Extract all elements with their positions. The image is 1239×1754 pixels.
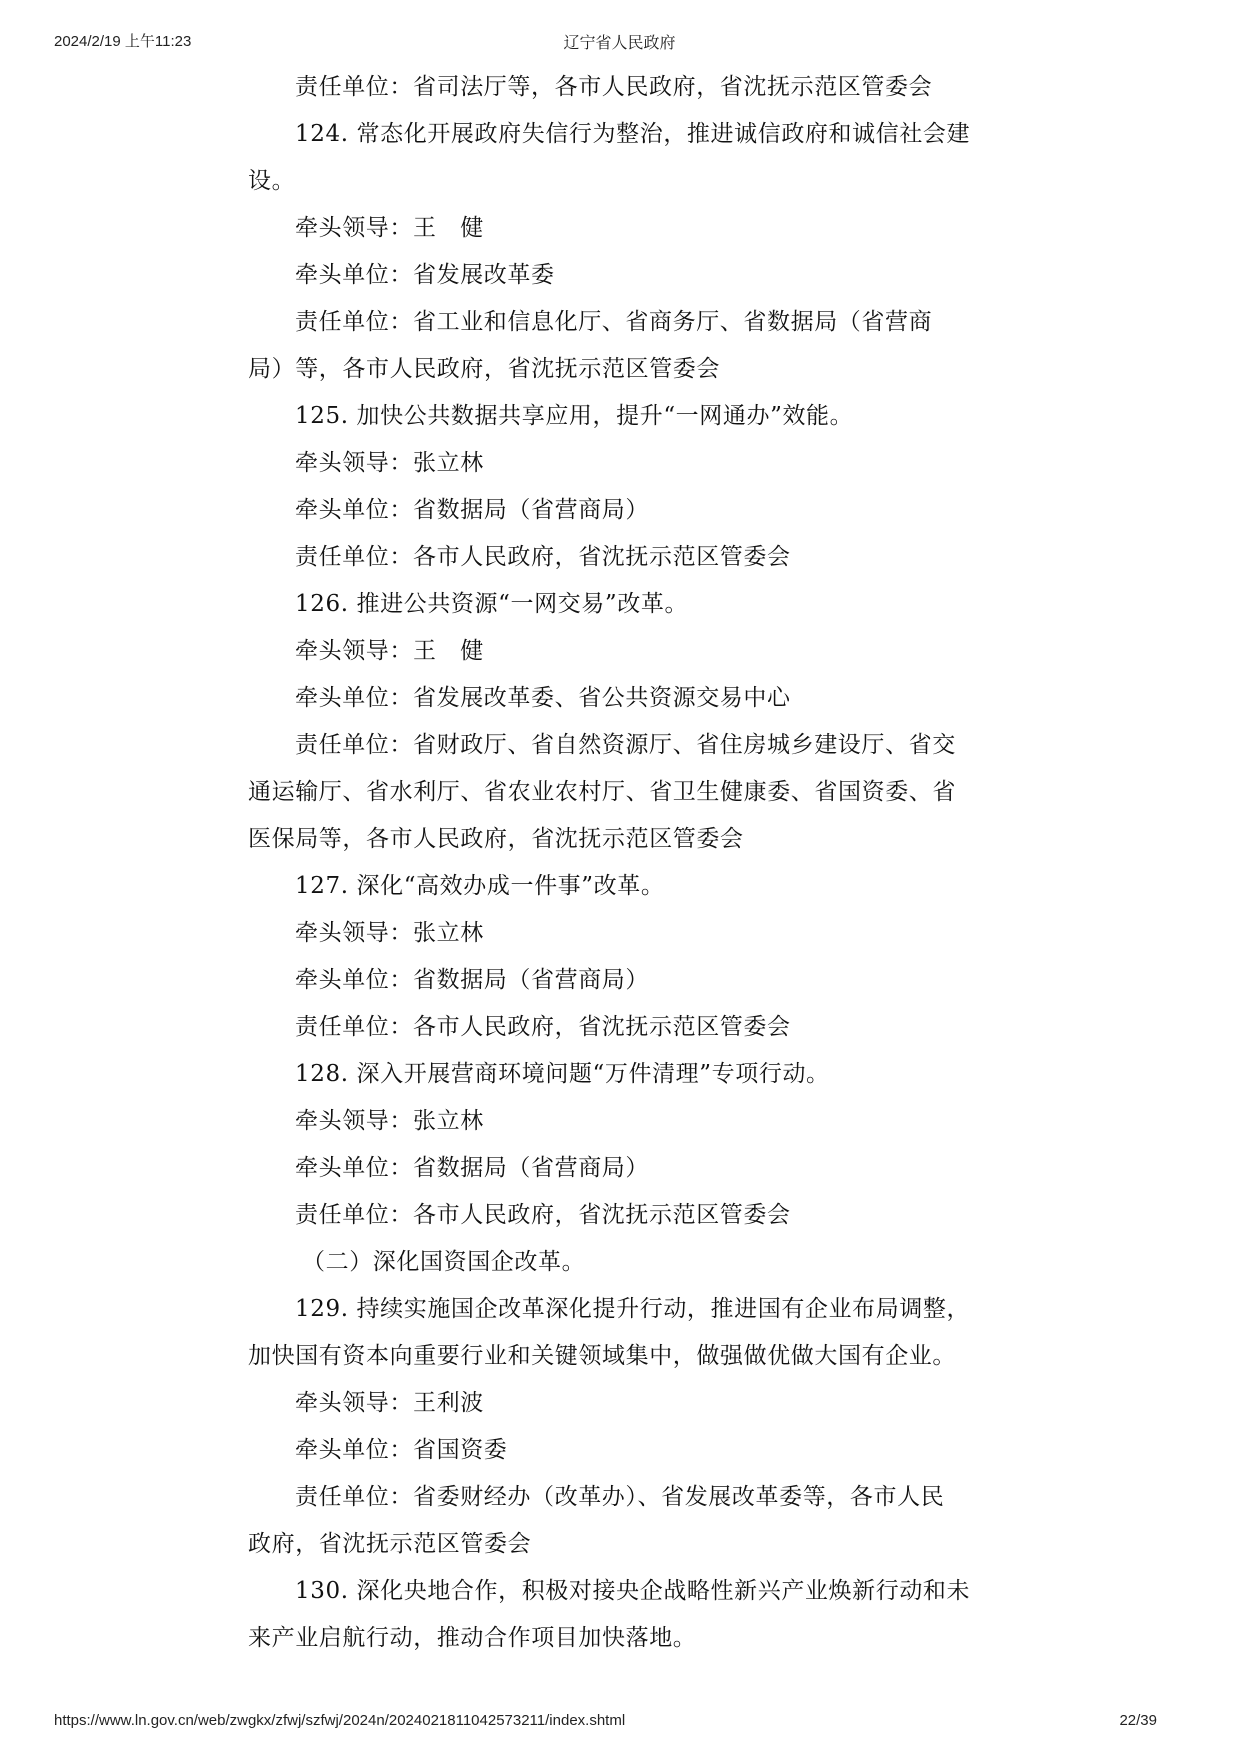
lead-unit: 牵头单位：省国资委 xyxy=(295,1437,508,1463)
lead-leader: 牵头领导：张立林 xyxy=(295,1108,484,1134)
lead-leader: 牵头领导：张立林 xyxy=(295,450,484,476)
item-heading: 125. 加快公共数据共享应用，提升“一网通办”效能。 xyxy=(295,403,854,429)
lead-unit: 牵头单位：省数据局（省营商局） xyxy=(295,497,649,523)
text-line: 医保局等，各市人民政府，省沈抚示范区管委会 xyxy=(248,826,744,852)
item-heading: 130. 深化央地合作，积极对接央企战略性新兴产业焕新行动和未 xyxy=(295,1578,971,1604)
responsible-units: 责任单位：各市人民政府，省沈抚示范区管委会 xyxy=(295,1202,791,1228)
document-body xyxy=(248,64,998,1662)
responsible-units: 责任单位：省财政厅、省自然资源厅、省住房城乡建设厅、省交 xyxy=(295,732,956,758)
text-line: 局）等，各市人民政府，省沈抚示范区管委会 xyxy=(248,356,720,382)
print-header xyxy=(0,30,1239,52)
text-line: 通运输厅、省水利厅、省农业农村厅、省卫生健康委、省国资委、省 xyxy=(248,779,956,805)
print-datetime: 2024/2/19 上午11:23 xyxy=(54,33,192,50)
lead-unit: 牵头单位：省发展改革委 xyxy=(295,262,555,288)
text-line: 政府，省沈抚示范区管委会 xyxy=(248,1531,532,1557)
page-number: 22/39 xyxy=(1119,1712,1157,1729)
text-line: 来产业启航行动，推动合作项目加快落地。 xyxy=(248,1625,697,1651)
lead-leader: 牵头领导：张立林 xyxy=(295,920,484,946)
text-line: 责任单位：省司法厅等，各市人民政府，省沈抚示范区管委会 xyxy=(295,74,933,100)
item-heading: 127. 深化“高效办成一件事”改革。 xyxy=(295,873,665,899)
item-heading: 129. 持续实施国企改革深化提升行动，推进国有企业布局调整， xyxy=(295,1296,971,1322)
lead-leader: 牵头领导：王 健 xyxy=(295,638,484,664)
lead-leader: 牵头领导：王利波 xyxy=(295,1390,484,1416)
print-footer xyxy=(0,1712,1239,1734)
item-heading: 126. 推进公共资源“一网交易”改革。 xyxy=(295,591,689,617)
responsible-units: 责任单位：省工业和信息化厅、省商务厅、省数据局（省营商 xyxy=(295,309,933,335)
lead-unit: 牵头单位：省数据局（省营商局） xyxy=(295,1155,649,1181)
responsible-units: 责任单位：各市人民政府，省沈抚示范区管委会 xyxy=(295,544,791,570)
section-heading: （二）深化国资国企改革。 xyxy=(302,1249,586,1275)
page-url: https://www.ln.gov.cn/web/zwgkx/zfwj/szfwj/2024n/2024021811042573211/index.shtml xyxy=(54,1712,626,1729)
lead-unit: 牵头单位：省发展改革委、省公共资源交易中心 xyxy=(295,685,791,711)
text-line: 设。 xyxy=(248,168,296,194)
responsible-units: 责任单位：各市人民政府，省沈抚示范区管委会 xyxy=(295,1014,791,1040)
lead-unit: 牵头单位：省数据局（省营商局） xyxy=(295,967,649,993)
responsible-units: 责任单位：省委财经办（改革办）、省发展改革委等，各市人民 xyxy=(295,1484,945,1510)
site-title: 辽宁省人民政府 xyxy=(563,35,676,52)
lead-leader: 牵头领导：王 健 xyxy=(295,215,484,241)
item-heading: 124. 常态化开展政府失信行为整治，推进诚信政府和诚信社会建 xyxy=(295,121,971,147)
item-heading: 128. 深入开展营商环境问题“万件清理”专项行动。 xyxy=(295,1061,830,1087)
text-line: 加快国有资本向重要行业和关键领域集中，做强做优做大国有企业。 xyxy=(248,1343,956,1369)
